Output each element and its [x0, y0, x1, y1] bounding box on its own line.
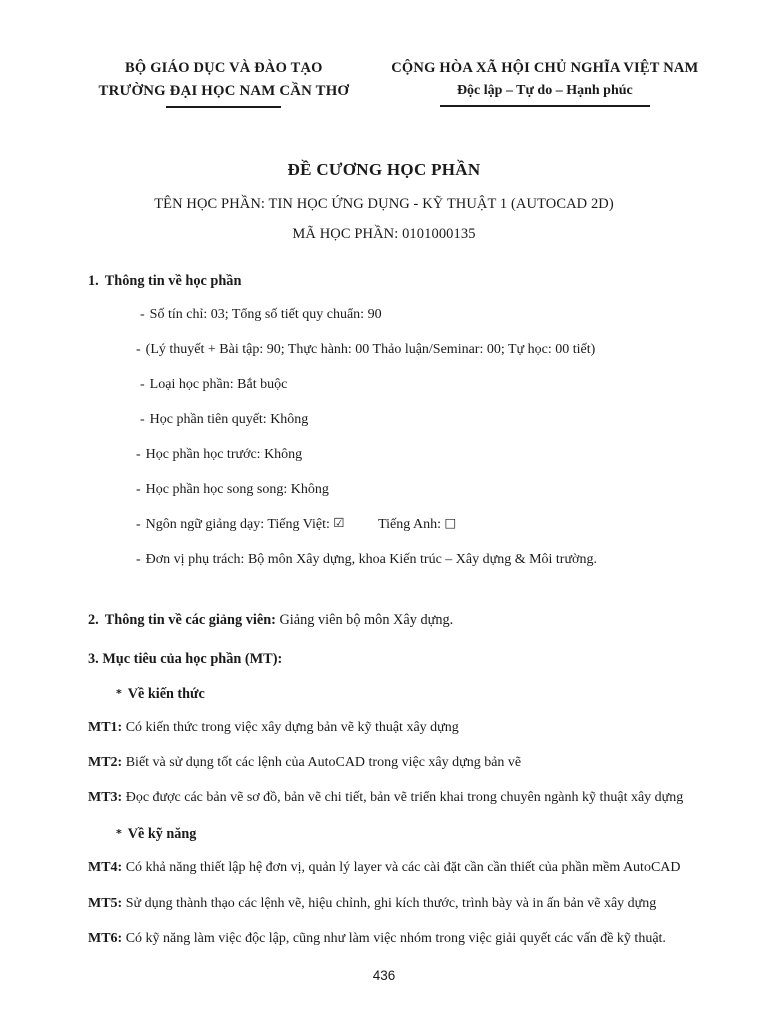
- english-label: Tiếng Anh:: [378, 516, 441, 532]
- list-item: [88, 479, 704, 500]
- university-name: TRƯỜNG ĐẠI HỌC NAM CẦN THƠ: [98, 82, 350, 99]
- objective-tag: MT6:: [88, 930, 123, 946]
- course-name-line: TÊN HỌC PHẦN: TIN HỌC ỨNG DỤNG - KỸ THUẬT 1 (AUTOCAD 2D): [154, 195, 614, 212]
- objective-mt1: [88, 717, 700, 738]
- section-3-number: 3.: [88, 650, 99, 667]
- knowledge-subheading: [88, 686, 704, 703]
- objective-tag: MT4:: [88, 860, 123, 876]
- section-1-items: [88, 304, 704, 570]
- list-item: [88, 409, 704, 430]
- list-item: [88, 304, 704, 325]
- objective-text: Sử dụng thành thạo các lệnh vẽ, hiệu chỉnh, ghi kích thước, trình bày và in ấn bản vẽ xây dựng: [122, 895, 657, 911]
- objective-text: Biết và sử dụng tốt các lệnh của AutoCAD trong việc xây dựng bản vẽ: [122, 754, 522, 770]
- list-dash: -: [136, 516, 141, 532]
- checkbox-english-unchecked-icon[interactable]: □: [444, 515, 457, 531]
- teaching-language-item: [88, 514, 704, 535]
- objective-mt4: [88, 857, 700, 878]
- section-3-title: Mục tiêu của học phần (MT):: [102, 650, 283, 667]
- ministry-name: BỘ GIÁO DỤC VÀ ĐÀO TẠO: [125, 60, 323, 76]
- document-header: [0, 0, 768, 108]
- asterisk-bullet-icon: *: [116, 686, 122, 700]
- header-right-block: [386, 58, 704, 108]
- header-left-divider: [166, 106, 281, 108]
- managing-unit-item: [88, 549, 704, 570]
- list-dash: -: [136, 446, 141, 462]
- section-3-heading: [88, 651, 704, 668]
- teaching-language-label: Ngôn ngữ giảng dạy: Tiếng Việt:: [145, 516, 330, 532]
- section-1-number: 1.: [88, 272, 99, 289]
- list-item: [88, 339, 704, 360]
- section-2-value: Giảng viên bộ môn Xây dựng.: [275, 611, 454, 628]
- objective-tag: MT5:: [88, 895, 123, 911]
- list-item: [88, 374, 704, 395]
- header-right-divider: [440, 105, 650, 107]
- objective-text: Có khả năng thiết lập hệ đơn vị, quản lý layer và các cài đặt cần cần thiết của phần mềm AutoCAD: [122, 860, 681, 876]
- national-title: CỘNG HÒA XÃ HỘI CHỦ NGHĨA VIỆT NAM: [391, 60, 699, 76]
- list-item-text: Học phần tiên quyết: Không: [149, 411, 309, 427]
- list-dash: -: [140, 376, 145, 392]
- document-body: [0, 273, 768, 950]
- checkbox-vietnamese-checked-icon[interactable]: ☑: [333, 515, 345, 531]
- list-dash: -: [136, 481, 141, 497]
- page-number: 436: [372, 968, 396, 983]
- list-dash: -: [136, 551, 141, 567]
- section-2-heading: [88, 612, 704, 629]
- skills-subheading-label: Về kỹ năng: [127, 826, 197, 843]
- section-1-title: Thông tin về học phần: [104, 272, 242, 289]
- objective-tag: MT2:: [88, 754, 123, 770]
- objective-tag: MT1:: [88, 719, 123, 735]
- list-dash: -: [140, 306, 145, 322]
- asterisk-bullet-icon: *: [116, 827, 122, 841]
- title-block: [0, 160, 768, 243]
- objective-mt3: [88, 787, 700, 808]
- objective-mt5: [88, 893, 700, 914]
- objective-text: Có kỹ năng làm việc độc lập, cũng như làm việc nhóm trong việc giải quyết các vấn đề kỹ thuật.: [122, 930, 666, 946]
- list-item-text: Học phần học song song: Không: [145, 481, 329, 497]
- page-title: ĐỀ CƯƠNG HỌC PHẦN: [287, 159, 481, 179]
- national-motto: Độc lập – Tự do – Hạnh phúc: [456, 82, 633, 98]
- list-item-text: Loại học phần: Bắt buộc: [149, 376, 288, 392]
- list-dash: -: [140, 411, 145, 427]
- section-2-number: 2.: [88, 611, 99, 628]
- objective-mt2: [88, 752, 700, 773]
- list-dash: -: [136, 341, 141, 357]
- managing-unit-text: Đơn vị phụ trách: Bộ môn Xây dựng, khoa Kiến trúc – Xây dựng & Môi trường.: [145, 551, 597, 567]
- list-item: [88, 444, 704, 465]
- objective-text: Có kiến thức trong việc xây dựng bản vẽ kỹ thuật xây dựng: [122, 719, 459, 735]
- list-item-text: (Lý thuyết + Bài tập: 90; Thực hành: 00 Thảo luận/Seminar: 00; Tự học: 00 tiết): [145, 341, 596, 357]
- course-code-line: MÃ HỌC PHẦN: 0101000135: [292, 225, 476, 242]
- knowledge-subheading-label: Về kiến thức: [127, 685, 205, 702]
- list-item-text: Học phần học trước: Không: [145, 446, 303, 462]
- header-left-block: [84, 58, 364, 108]
- list-item-text: Số tín chỉ: 03; Tổng số tiết quy chuẩn: 90: [149, 306, 382, 322]
- objective-mt6: [88, 928, 700, 949]
- skills-subheading: [88, 826, 704, 843]
- section-2-title: Thông tin về các giảng viên:: [104, 611, 276, 628]
- section-1-heading: [88, 273, 704, 290]
- objective-text: Đọc được các bản vẽ sơ đồ, bản vẽ chi tiết, bản vẽ triển khai trong chuyên ngành kỹ thuật xây dựng: [122, 790, 684, 806]
- objective-tag: MT3:: [88, 790, 123, 806]
